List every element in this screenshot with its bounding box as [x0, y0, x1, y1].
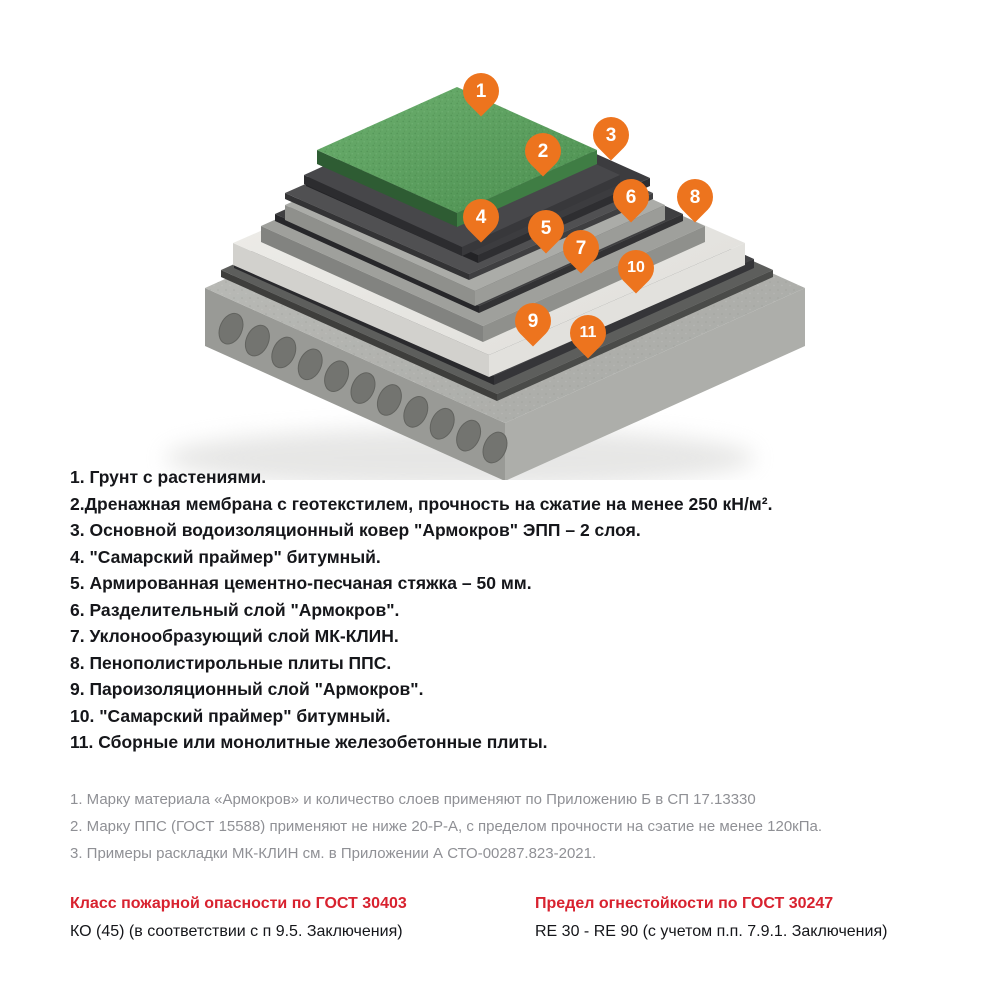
pin-6-label: 6: [625, 186, 637, 208]
fire-class-heading: Класс пожарной опасности по ГОСТ 30403: [70, 895, 407, 912]
legend-item-9: 9. Пароизоляционный слой "Армокров".: [70, 679, 424, 699]
roof-layers-svg: [0, 0, 1000, 480]
pin-10: [611, 243, 662, 294]
pin-4: [456, 192, 507, 243]
pin-9: [508, 296, 559, 347]
pin-6: [606, 172, 657, 223]
layer-legend: [70, 464, 970, 756]
legend-item-11: 11. Сборные или монолитные железобетонные плиты.: [70, 732, 548, 752]
footnote-3: 3. Примеры раскладки МК-КЛИН см. в Приложении А СТО-00287.823-2021.: [70, 845, 597, 862]
pin-2-label: 2: [537, 140, 549, 162]
pin-5-label: 5: [540, 217, 552, 239]
footnote-2: 2. Марку ППС (ГОСТ 15588) применяют не ниже 20-Р-А, с пределом прочности на сэатие не менее 120кПа.: [70, 818, 823, 835]
legend-item-8: 8. Пенополистирольные плиты ППС.: [70, 652, 392, 673]
pin-8-label: 8: [689, 186, 701, 208]
pin-11: [563, 308, 614, 359]
legend-item-5: 5. Армированная цементно-песчаная стяжка – 50 мм.: [70, 573, 532, 593]
pin-11-label: 11: [579, 324, 597, 341]
pin-7-label: 7: [575, 237, 587, 259]
pin-3: [586, 110, 637, 161]
legend-item-1: 1. Грунт с растениями.: [70, 467, 267, 487]
legend-item-6: 6. Разделительный слой "Армокров".: [70, 599, 400, 620]
pin-8: [670, 172, 721, 223]
pin-2: [518, 126, 569, 177]
footnote-1: 1. Марку материала «Армокров» и количество слоев применяют по Приложению Б в СП 17.13330: [70, 791, 756, 808]
footnotes: [70, 786, 970, 867]
pin-1: [456, 66, 507, 117]
fire-resistance-value: RE 30 - RE 90 (с учетом п.п. 7.9.1. Заключения): [535, 923, 888, 940]
pin-7: [556, 223, 607, 274]
fire-class-block: [70, 895, 407, 941]
legend-item-4: 4. "Самарский праймер" битумный.: [70, 546, 381, 567]
pin-1-label: 1: [475, 80, 487, 102]
pin-10-label: 10: [627, 259, 645, 276]
roof-stack-illustration: [0, 0, 1000, 480]
fire-class-value: КО (45) (в соответствии с п 9.5. Заключения): [70, 923, 403, 940]
pin-9-label: 9: [527, 310, 539, 332]
fire-resistance-block: [535, 895, 887, 941]
legend-item-7: 7. Уклонообразующий слой МК-КЛИН.: [70, 626, 399, 646]
legend-item-3: 3. Основной водоизоляционный ковер "Армокров" ЭПП – 2 слоя.: [70, 520, 641, 540]
pin-3-label: 3: [605, 124, 617, 146]
fire-resistance-heading: Предел огнестойкости по ГОСТ 30247: [535, 895, 834, 912]
legend-item-10: 10. "Самарский праймер" битумный.: [70, 705, 391, 726]
pin-4-label: 4: [475, 206, 487, 228]
legend-item-2: 2.Дренажная мембрана с геотекстилем, прочность на сжатие на менее 250 кН/м².: [70, 493, 773, 514]
